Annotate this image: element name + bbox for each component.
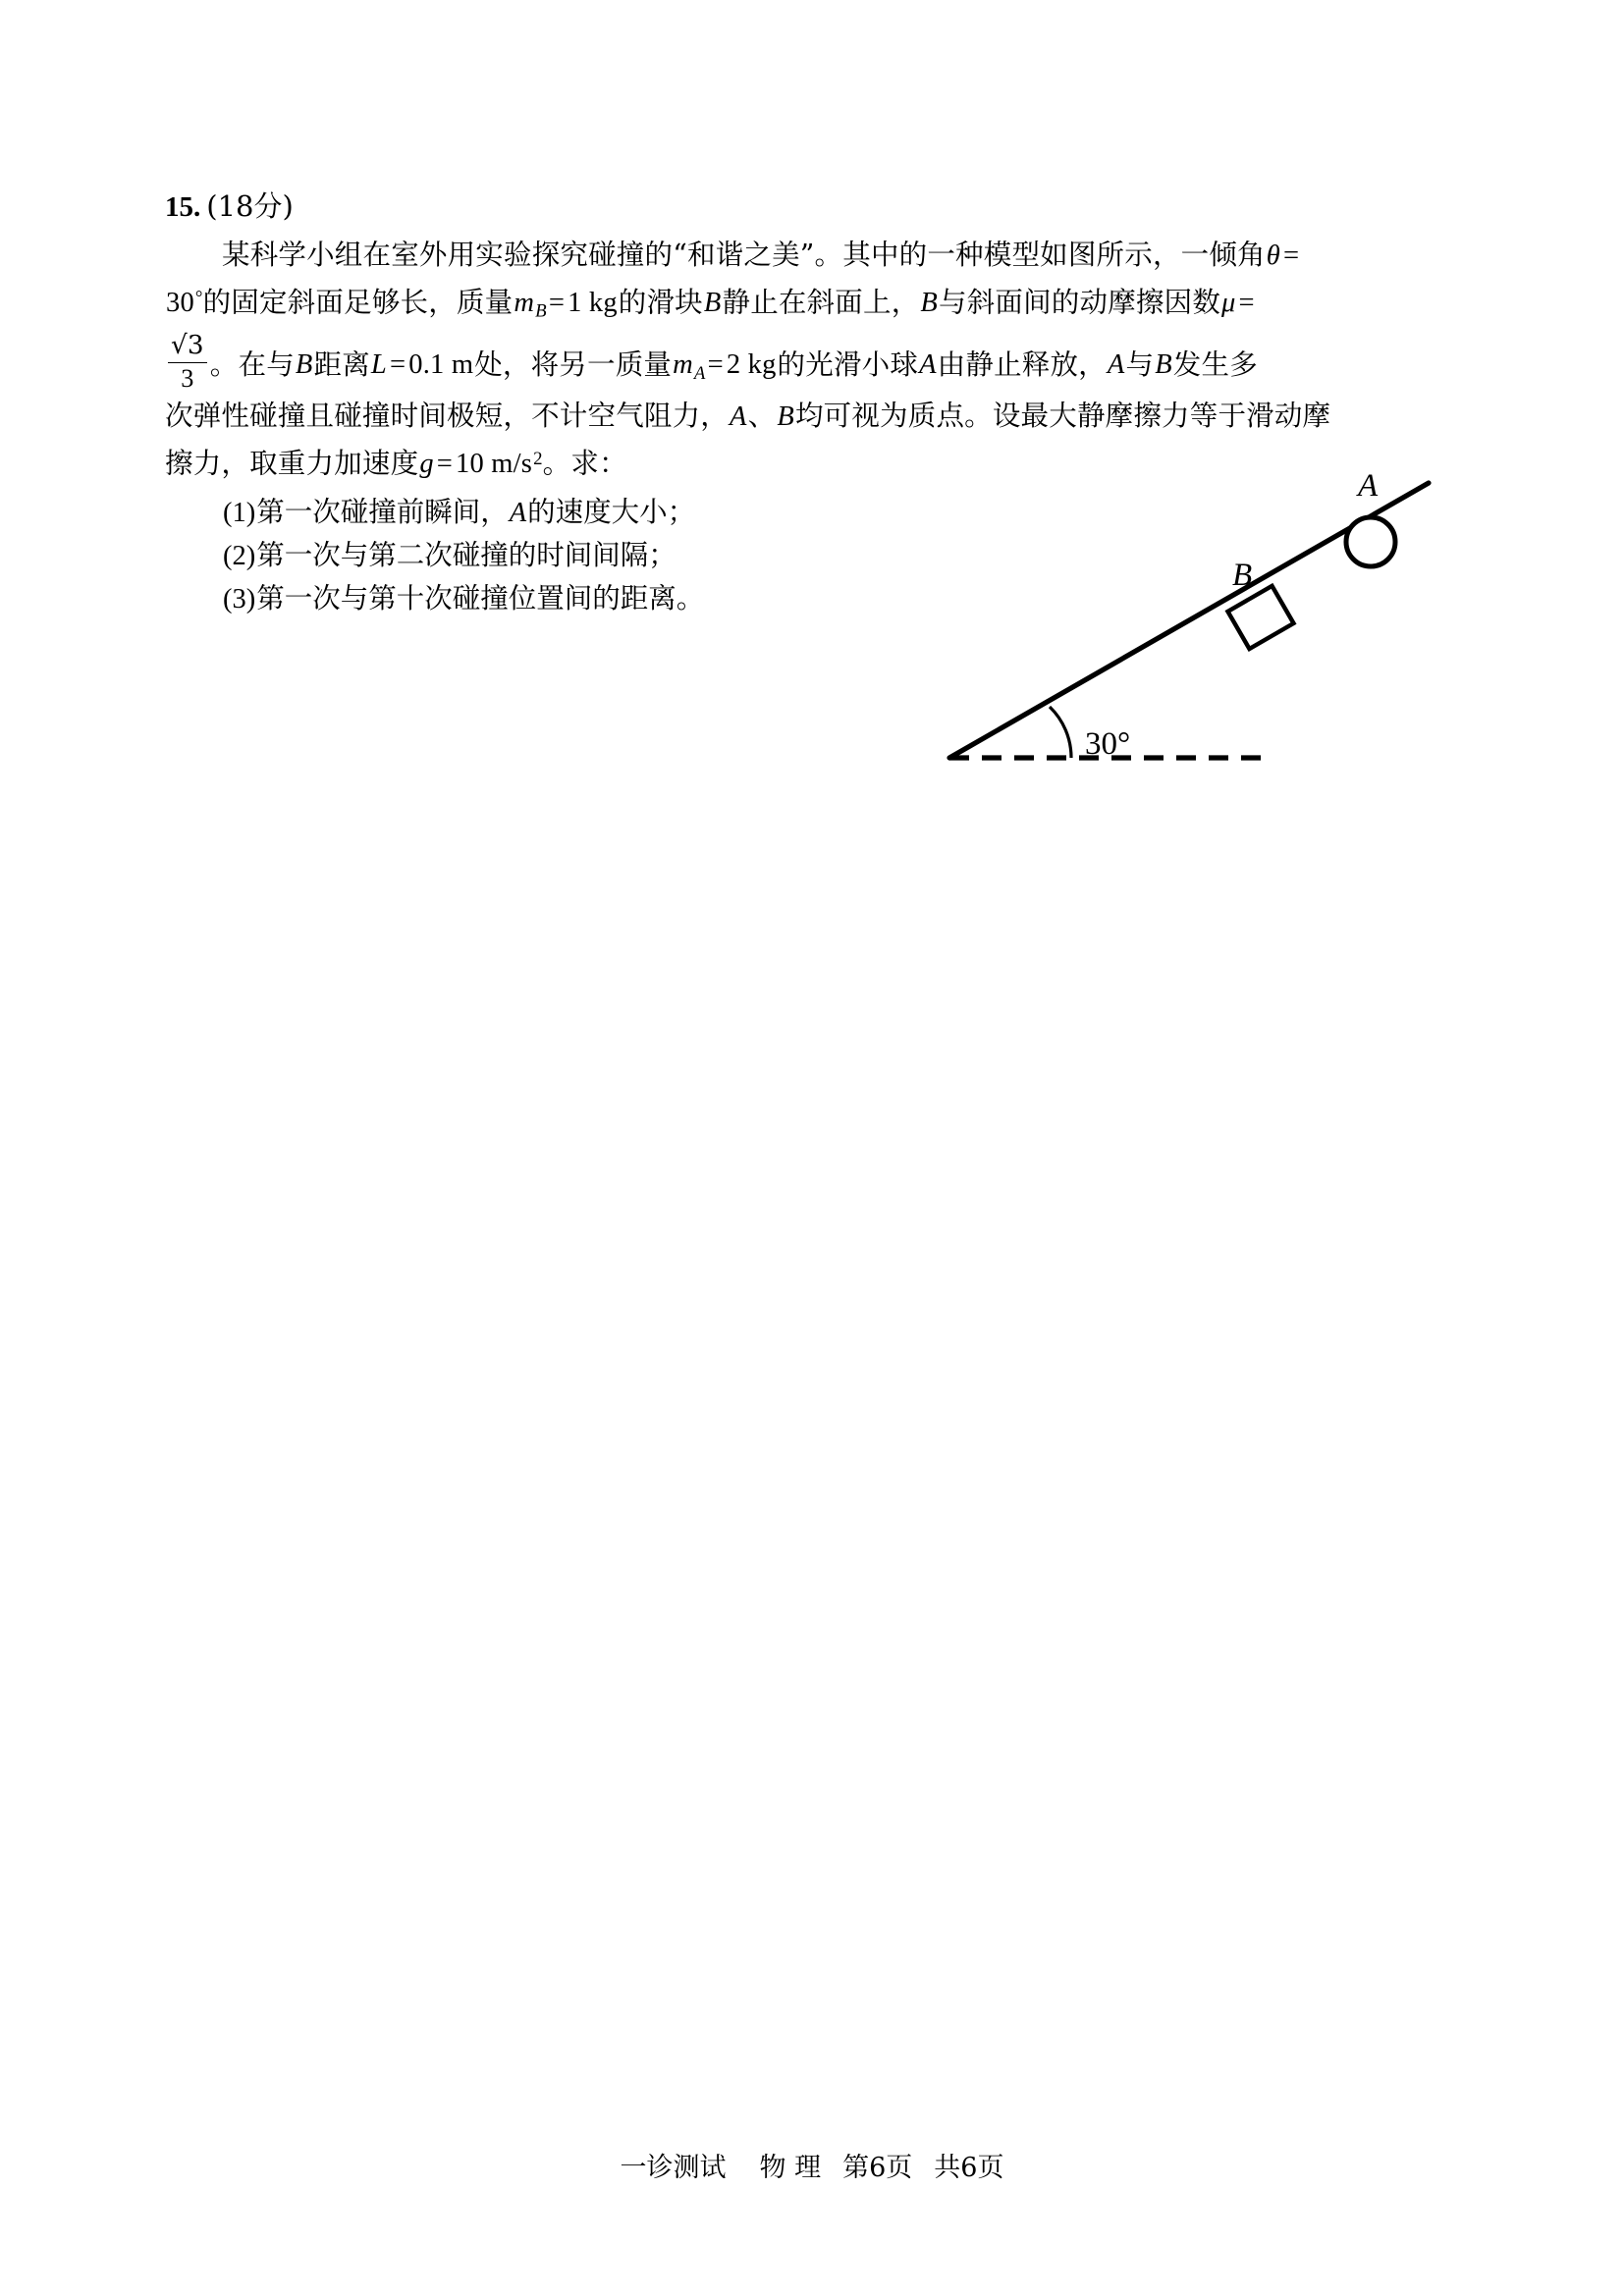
- angle-label: 30°: [1085, 726, 1131, 762]
- text-run-cjk: 。在与: [209, 347, 295, 381]
- text-run-sub: B: [535, 300, 547, 322]
- text-run-cjk: 的滑块: [618, 286, 703, 319]
- text-run-cjk: 均可视为质点。设最大静摩擦力等于滑动摩: [794, 399, 1331, 432]
- text-run-op: =: [548, 288, 566, 319]
- text-run-rm: 1 kg: [568, 288, 618, 319]
- text-run-rm: 0.1 m: [408, 349, 474, 381]
- text-run-cjk: 某科学小组在室外用实验探究碰撞的“和谐之美”。其中的一种模型如图所示，一倾角: [222, 239, 1266, 271]
- footer-page-current: 第6页: [842, 2153, 913, 2183]
- text-run-it: B: [703, 288, 722, 319]
- text-run-cjk: 处，将另一质量: [474, 347, 673, 381]
- fraction-bar: [168, 362, 207, 364]
- text-run-op: =: [389, 349, 406, 381]
- angle-arc: [1050, 707, 1071, 758]
- text-run-it: μ: [1221, 288, 1236, 319]
- text-run-sup: 2: [533, 448, 543, 469]
- ball-a-label: A: [1358, 471, 1379, 504]
- text-run-cjk: 的光滑小球: [777, 347, 919, 381]
- text-run-sub: A: [693, 362, 706, 384]
- footer-exam-name: 一诊测试: [620, 2153, 727, 2183]
- text-run-it: A: [730, 400, 747, 432]
- text-run-cjk: 的固定斜面足够长，质量: [202, 286, 514, 319]
- question-number: 15.: [165, 191, 201, 223]
- text-run-cjk: 与: [1125, 347, 1155, 381]
- text-run-it: B: [295, 349, 313, 381]
- text-run-cjk: 擦力，取重力加速度: [165, 447, 419, 480]
- text-run-cjk: 距离: [313, 347, 370, 381]
- inclined-plane-figure: [938, 471, 1468, 825]
- text-run-op: =: [1238, 288, 1255, 319]
- block-b-label: B: [1232, 558, 1253, 593]
- ball-a-shape: [1346, 517, 1395, 566]
- stem-line: [165, 395, 1461, 438]
- text-run-it: m: [673, 349, 693, 381]
- text-run-cjk: 第一次与第十次碰撞位置间的距离。: [256, 582, 705, 615]
- fraction-numerator: √3: [171, 330, 204, 360]
- text-run-cjk: 第一次与第二次碰撞的时间间隔；: [256, 539, 677, 572]
- text-run-it: B: [777, 400, 794, 432]
- text-run-rm: (3): [223, 584, 256, 615]
- stem-line: [165, 330, 1461, 395]
- footer-subject: 物 理: [759, 2153, 822, 2183]
- text-run-it: θ: [1266, 240, 1280, 271]
- text-run-it: B: [920, 288, 939, 319]
- text-run-rm: 10 m/s: [456, 449, 533, 480]
- text-run-cjk: 。求：: [542, 447, 627, 480]
- text-run-it: B: [1155, 349, 1172, 381]
- text-run-it: A: [919, 349, 937, 381]
- text-run-cjk: 由静止释放，: [937, 347, 1107, 381]
- stem-line: [165, 277, 1461, 333]
- text-run-it: A: [509, 498, 527, 529]
- text-run-op: =: [1282, 240, 1300, 271]
- text-run-cjk: 发生多: [1172, 347, 1258, 381]
- text-run-it: m: [514, 288, 535, 319]
- text-run-cjk: 静止在斜面上，: [722, 286, 920, 319]
- stem-line: [165, 234, 1461, 277]
- text-run-cjk: 的速度大小；: [527, 496, 696, 529]
- text-run-rm: 30: [166, 288, 194, 319]
- text-run-cjk: 次弹性碰撞且碰撞时间极短，不计空气阻力，: [165, 399, 730, 432]
- text-run-it: A: [1107, 349, 1125, 381]
- text-run-cjk: 与斜面间的动摩擦因数: [939, 286, 1221, 319]
- footer-page-total: 共6页: [934, 2153, 1004, 2183]
- question-score: (18分): [206, 189, 294, 223]
- text-run-sup: °: [194, 288, 203, 308]
- text-run-rm: 2 kg: [726, 349, 777, 381]
- text-run-cjk: 、: [747, 399, 777, 432]
- fraction-denominator: 3: [181, 364, 194, 394]
- question-stem: [165, 234, 1461, 485]
- text-run-op: =: [707, 349, 724, 381]
- question-header: [165, 189, 1461, 223]
- text-run-it: g: [419, 449, 434, 480]
- text-run-it: L: [370, 349, 387, 381]
- fraction: [168, 330, 207, 394]
- text-run-rm: (1): [223, 498, 256, 529]
- text-run-rm: (2): [223, 541, 256, 572]
- text-run-cjk: 第一次碰撞前瞬间，: [256, 496, 509, 529]
- page-footer: [0, 2146, 1624, 2184]
- text-run-op: =: [436, 449, 454, 480]
